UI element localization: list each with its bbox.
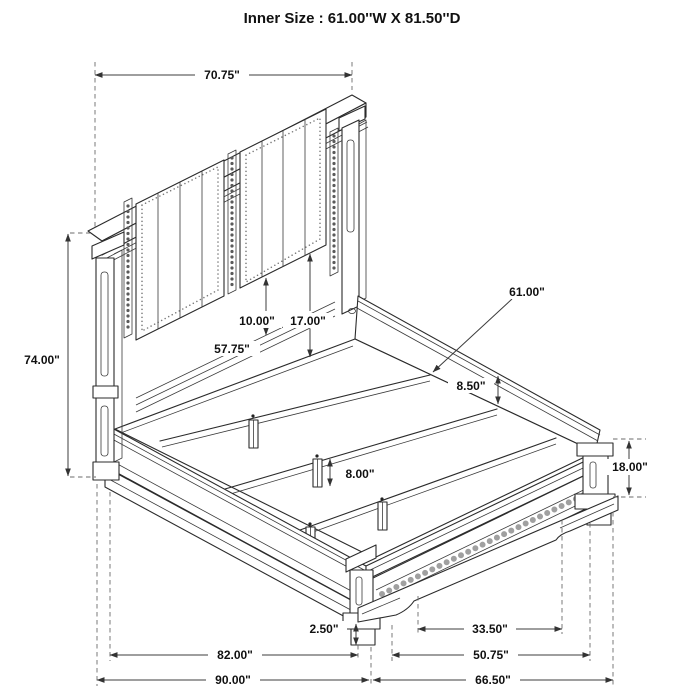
headboard-post-right: [339, 106, 366, 314]
dim-footboard-inner-width: [392, 647, 590, 662]
dim-overall-height: [18, 234, 68, 476]
dim-label-headboard-width: 70.75": [204, 68, 240, 82]
dim-headboard-width: [95, 67, 352, 82]
dim-label-foot-arch: 33.50": [472, 622, 508, 636]
headboard-panel-left: [136, 160, 224, 340]
page-title: Inner Size : 61.00''W X 81.50''D: [243, 10, 461, 27]
dim-headboard-inner-width: [204, 341, 260, 356]
dim-overall-length: [97, 672, 369, 687]
dim-label-headboard-inner-width: 57.75": [214, 342, 250, 356]
dim-label-overall-height: 74.00": [24, 353, 60, 367]
dim-footboard-width: [373, 672, 613, 687]
dim-label-footboard-inner-width: 50.75": [473, 648, 509, 662]
dim-label-inner-width-value: 61.00": [509, 285, 545, 299]
dim-label-side-rail-length: 82.00": [217, 648, 253, 662]
dim-label-center-leg-height: 8.00": [345, 467, 375, 481]
dim-panel-to-deck: [283, 254, 333, 357]
dim-label-footboard-width: 66.50": [475, 673, 511, 687]
dim-label-panel-to-deck: 17.00": [290, 314, 326, 328]
dim-label-rail-to-slat: 8.50": [456, 379, 486, 393]
dim-label-overall-length: 90.00": [215, 673, 251, 687]
dim-foot-arch: [418, 621, 562, 636]
dim-label-footboard-height: 18.00": [612, 460, 648, 474]
dim-side-rail-length: [110, 647, 358, 662]
dim-label-panel-to-rail: 10.00": [239, 314, 275, 328]
headboard-panel-right: [240, 109, 326, 288]
dim-label-foot-plinth: 2.50": [309, 622, 339, 636]
